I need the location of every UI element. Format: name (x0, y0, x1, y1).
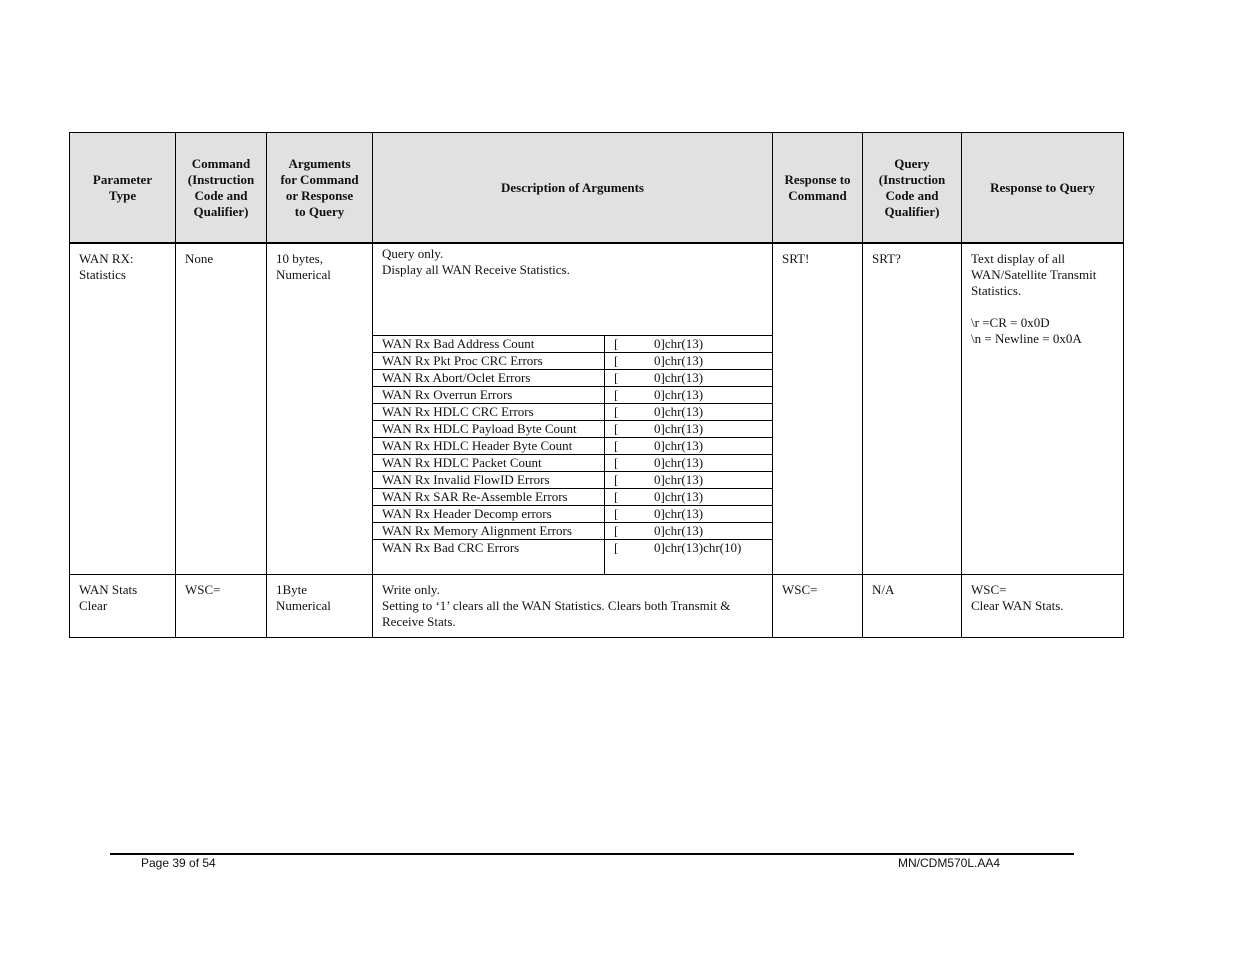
stats-row (373, 540, 772, 575)
header-query: Query (Instruction Code and Qualifier) (863, 133, 962, 244)
stats-value: 0]chr(13) (654, 353, 704, 368)
header-description: Description of Arguments (373, 133, 773, 244)
stats-bracket: [ (614, 455, 619, 470)
header-command: Command (Instruction Code and Qualifier) (176, 133, 267, 244)
stats-name: WAN Rx Invalid FlowID Errors (373, 472, 605, 489)
stats-name: WAN Rx HDLC Payload Byte Count (373, 421, 605, 438)
cell-response-to-command: SRT! (773, 243, 863, 575)
cell-description: Write only. Setting to ‘1’ clears all the WAN Statistics. Clears both Transmit & Receive Stats. (373, 575, 773, 638)
cell-command: WSC= (176, 575, 267, 638)
header-row (70, 133, 1124, 244)
header-parameter-type: Parameter Type (70, 133, 176, 244)
table-row-wan-stats-clear (70, 575, 1124, 638)
stats-value: 0]chr(13)chr(10) (654, 540, 742, 555)
stats-value-cell (605, 353, 773, 370)
stats-value-cell (605, 421, 773, 438)
stats-row (373, 404, 772, 421)
stats-name: WAN Rx Header Decomp errors (373, 506, 605, 523)
header-arguments: Arguments for Command or Response to Query (267, 133, 373, 244)
stats-row (373, 438, 772, 455)
stats-name: WAN Rx Abort/Oclet Errors (373, 370, 605, 387)
stats-list (373, 335, 772, 574)
stats-name: WAN Rx HDLC CRC Errors (373, 404, 605, 421)
stats-bracket: [ (614, 523, 619, 538)
stats-value-cell (605, 506, 773, 523)
stats-value-cell (605, 540, 773, 575)
stats-name: WAN Rx Overrun Errors (373, 387, 605, 404)
stats-value-cell (605, 438, 773, 455)
cell-arguments: 1Byte Numerical (267, 575, 373, 638)
cell-response-to-query: Text display of all WAN/Satellite Transmit Statistics. \r =CR = 0x0D \n = Newline = 0x0A (962, 243, 1124, 575)
document-id: MN/CDM570L.AA4 (898, 856, 1001, 870)
stats-value: 0]chr(13) (654, 472, 704, 487)
command-table (69, 132, 1124, 638)
stats-value: 0]chr(13) (654, 523, 704, 538)
stats-bracket: [ (614, 438, 619, 453)
description-text: Query only. Display all WAN Receive Statistics. (382, 246, 570, 277)
stats-row (373, 455, 772, 472)
stats-bracket: [ (614, 353, 619, 368)
stats-value: 0]chr(13) (654, 438, 704, 453)
stats-value: 0]chr(13) (654, 404, 704, 419)
stats-value: 0]chr(13) (654, 370, 704, 385)
cell-response-to-command: WSC= (773, 575, 863, 638)
cell-response-to-query: WSC= Clear WAN Stats. (962, 575, 1124, 638)
stats-bracket: [ (614, 336, 619, 351)
stats-value-cell (605, 472, 773, 489)
stats-value: 0]chr(13) (654, 336, 704, 351)
stats-name: WAN Rx HDLC Header Byte Count (373, 438, 605, 455)
stats-row (373, 387, 772, 404)
cell-description (373, 243, 773, 575)
stats-bracket: [ (614, 540, 619, 555)
stats-bracket: [ (614, 370, 619, 385)
stats-name: WAN Rx Bad Address Count (373, 336, 605, 353)
stats-value-cell (605, 387, 773, 404)
cell-param-type: WAN Stats Clear (70, 575, 176, 638)
stats-bracket: [ (614, 506, 619, 521)
stats-value-cell (605, 404, 773, 421)
stats-row (373, 489, 772, 506)
stats-value-cell (605, 370, 773, 387)
stats-bracket: [ (614, 404, 619, 419)
stats-value: 0]chr(13) (654, 421, 704, 436)
stats-row (373, 523, 772, 540)
cell-query: N/A (863, 575, 962, 638)
table-row-wan-rx-statistics (70, 243, 1124, 575)
stats-bracket: [ (614, 421, 619, 436)
stats-value-cell (605, 523, 773, 540)
header-response-to-query: Response to Query (962, 133, 1124, 244)
stats-bracket: [ (614, 387, 619, 402)
stats-value: 0]chr(13) (654, 489, 704, 504)
stats-name: WAN Rx Bad CRC Errors (373, 540, 605, 575)
stats-value: 0]chr(13) (654, 506, 704, 521)
cell-param-type: WAN RX: Statistics (70, 243, 176, 575)
stats-row (373, 353, 772, 370)
stats-row (373, 506, 772, 523)
footer-divider (110, 853, 1074, 855)
stats-row (373, 370, 772, 387)
stats-value-cell (605, 455, 773, 472)
cell-arguments: 10 bytes, Numerical (267, 243, 373, 575)
header-response-to-command: Response to Command (773, 133, 863, 244)
stats-bracket: [ (614, 489, 619, 504)
stats-row (373, 421, 772, 438)
stats-value: 0]chr(13) (654, 387, 704, 402)
stats-row (373, 336, 772, 353)
stats-name: WAN Rx Pkt Proc CRC Errors (373, 353, 605, 370)
stats-value-cell (605, 336, 773, 353)
stats-value: 0]chr(13) (654, 455, 704, 470)
stats-value-cell (605, 489, 773, 506)
stats-bracket: [ (614, 472, 619, 487)
stats-name: WAN Rx Memory Alignment Errors (373, 523, 605, 540)
stats-row (373, 472, 772, 489)
cell-query: SRT? (863, 243, 962, 575)
cell-command: None (176, 243, 267, 575)
stats-name: WAN Rx HDLC Packet Count (373, 455, 605, 472)
page-number: Page 39 of 54 (141, 856, 216, 870)
stats-name: WAN Rx SAR Re-Assemble Errors (373, 489, 605, 506)
